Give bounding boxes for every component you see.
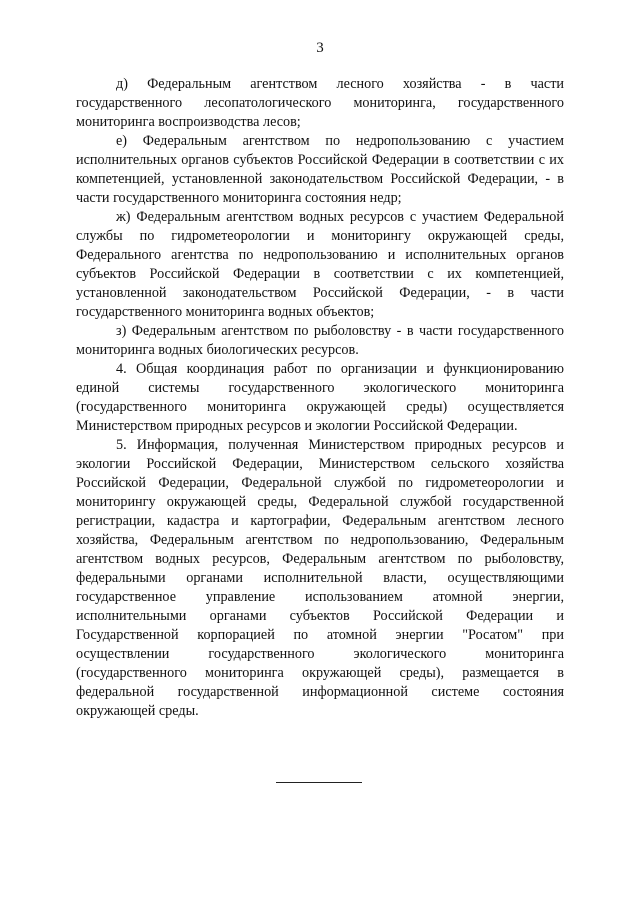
closing-rule xyxy=(276,782,362,783)
paragraph-d: д) Федеральным агентством лесного хозяйства - в части государственного лесопатологического мониторинга, государственного мониторинга воспроизводства лесов; xyxy=(76,76,564,130)
page-number: 3 xyxy=(316,40,324,56)
paragraph-e: е) Федеральным агентством по недропользованию с участием исполнительных органов субъектов Российской Федерации в соответствии с их компетенцией, установленной законодательством Российской Федерации, - в части государственного мониторинга состояния недр; xyxy=(76,133,564,206)
paragraph-zh: ж) Федеральным агентством водных ресурсов с участием Федеральной службы по гидрометеорологии и мониторингу окружающей среды, Федерального агентства по недропользованию и исполнительных органов субъектов Российской Федерации в соответствии с их компетенцией, установленной законодательством Российской Федерации, - в части государственного мониторинга водных объектов; xyxy=(76,209,564,320)
paragraph-5: 5. Информация, полученная Министерством природных ресурсов и экологии Российской Федерации, Министерством сельского хозяйства Российской Федерации, Федеральной службой по гидрометеорологии и мониторингу окружающей среды, Федеральной службой государственной регистрации, кадастра и картографии, Федеральным агентством лесного хозяйства, Федеральным агентством по недропользованию, Федеральным агентством водных ресурсов, Федеральным агентством по рыболовству, федеральными органами исполнительной власти, осуществляющими государственное управление использованием атомной энергии, исполнительными органами субъектов Российской Федерации и Государственной корпорацией по атомной энергии "Росатом" при осуществлении государственного экологического мониторинга (государственного мониторинга окружающей среды), размещается в федеральной государственной информационной системе состояния окружающей среды. xyxy=(76,437,564,719)
document-body xyxy=(76,75,564,721)
paragraph-z: з) Федеральным агентством по рыболовству - в части государственного мониторинга водных биологических ресурсов. xyxy=(76,323,564,358)
paragraph-4: 4. Общая координация работ по организации и функционированию единой системы государственного экологического мониторинга (государственного мониторинга окружающей среды) осуществляется Министерством природных ресурсов и экологии Российской Федерации. xyxy=(76,361,564,434)
